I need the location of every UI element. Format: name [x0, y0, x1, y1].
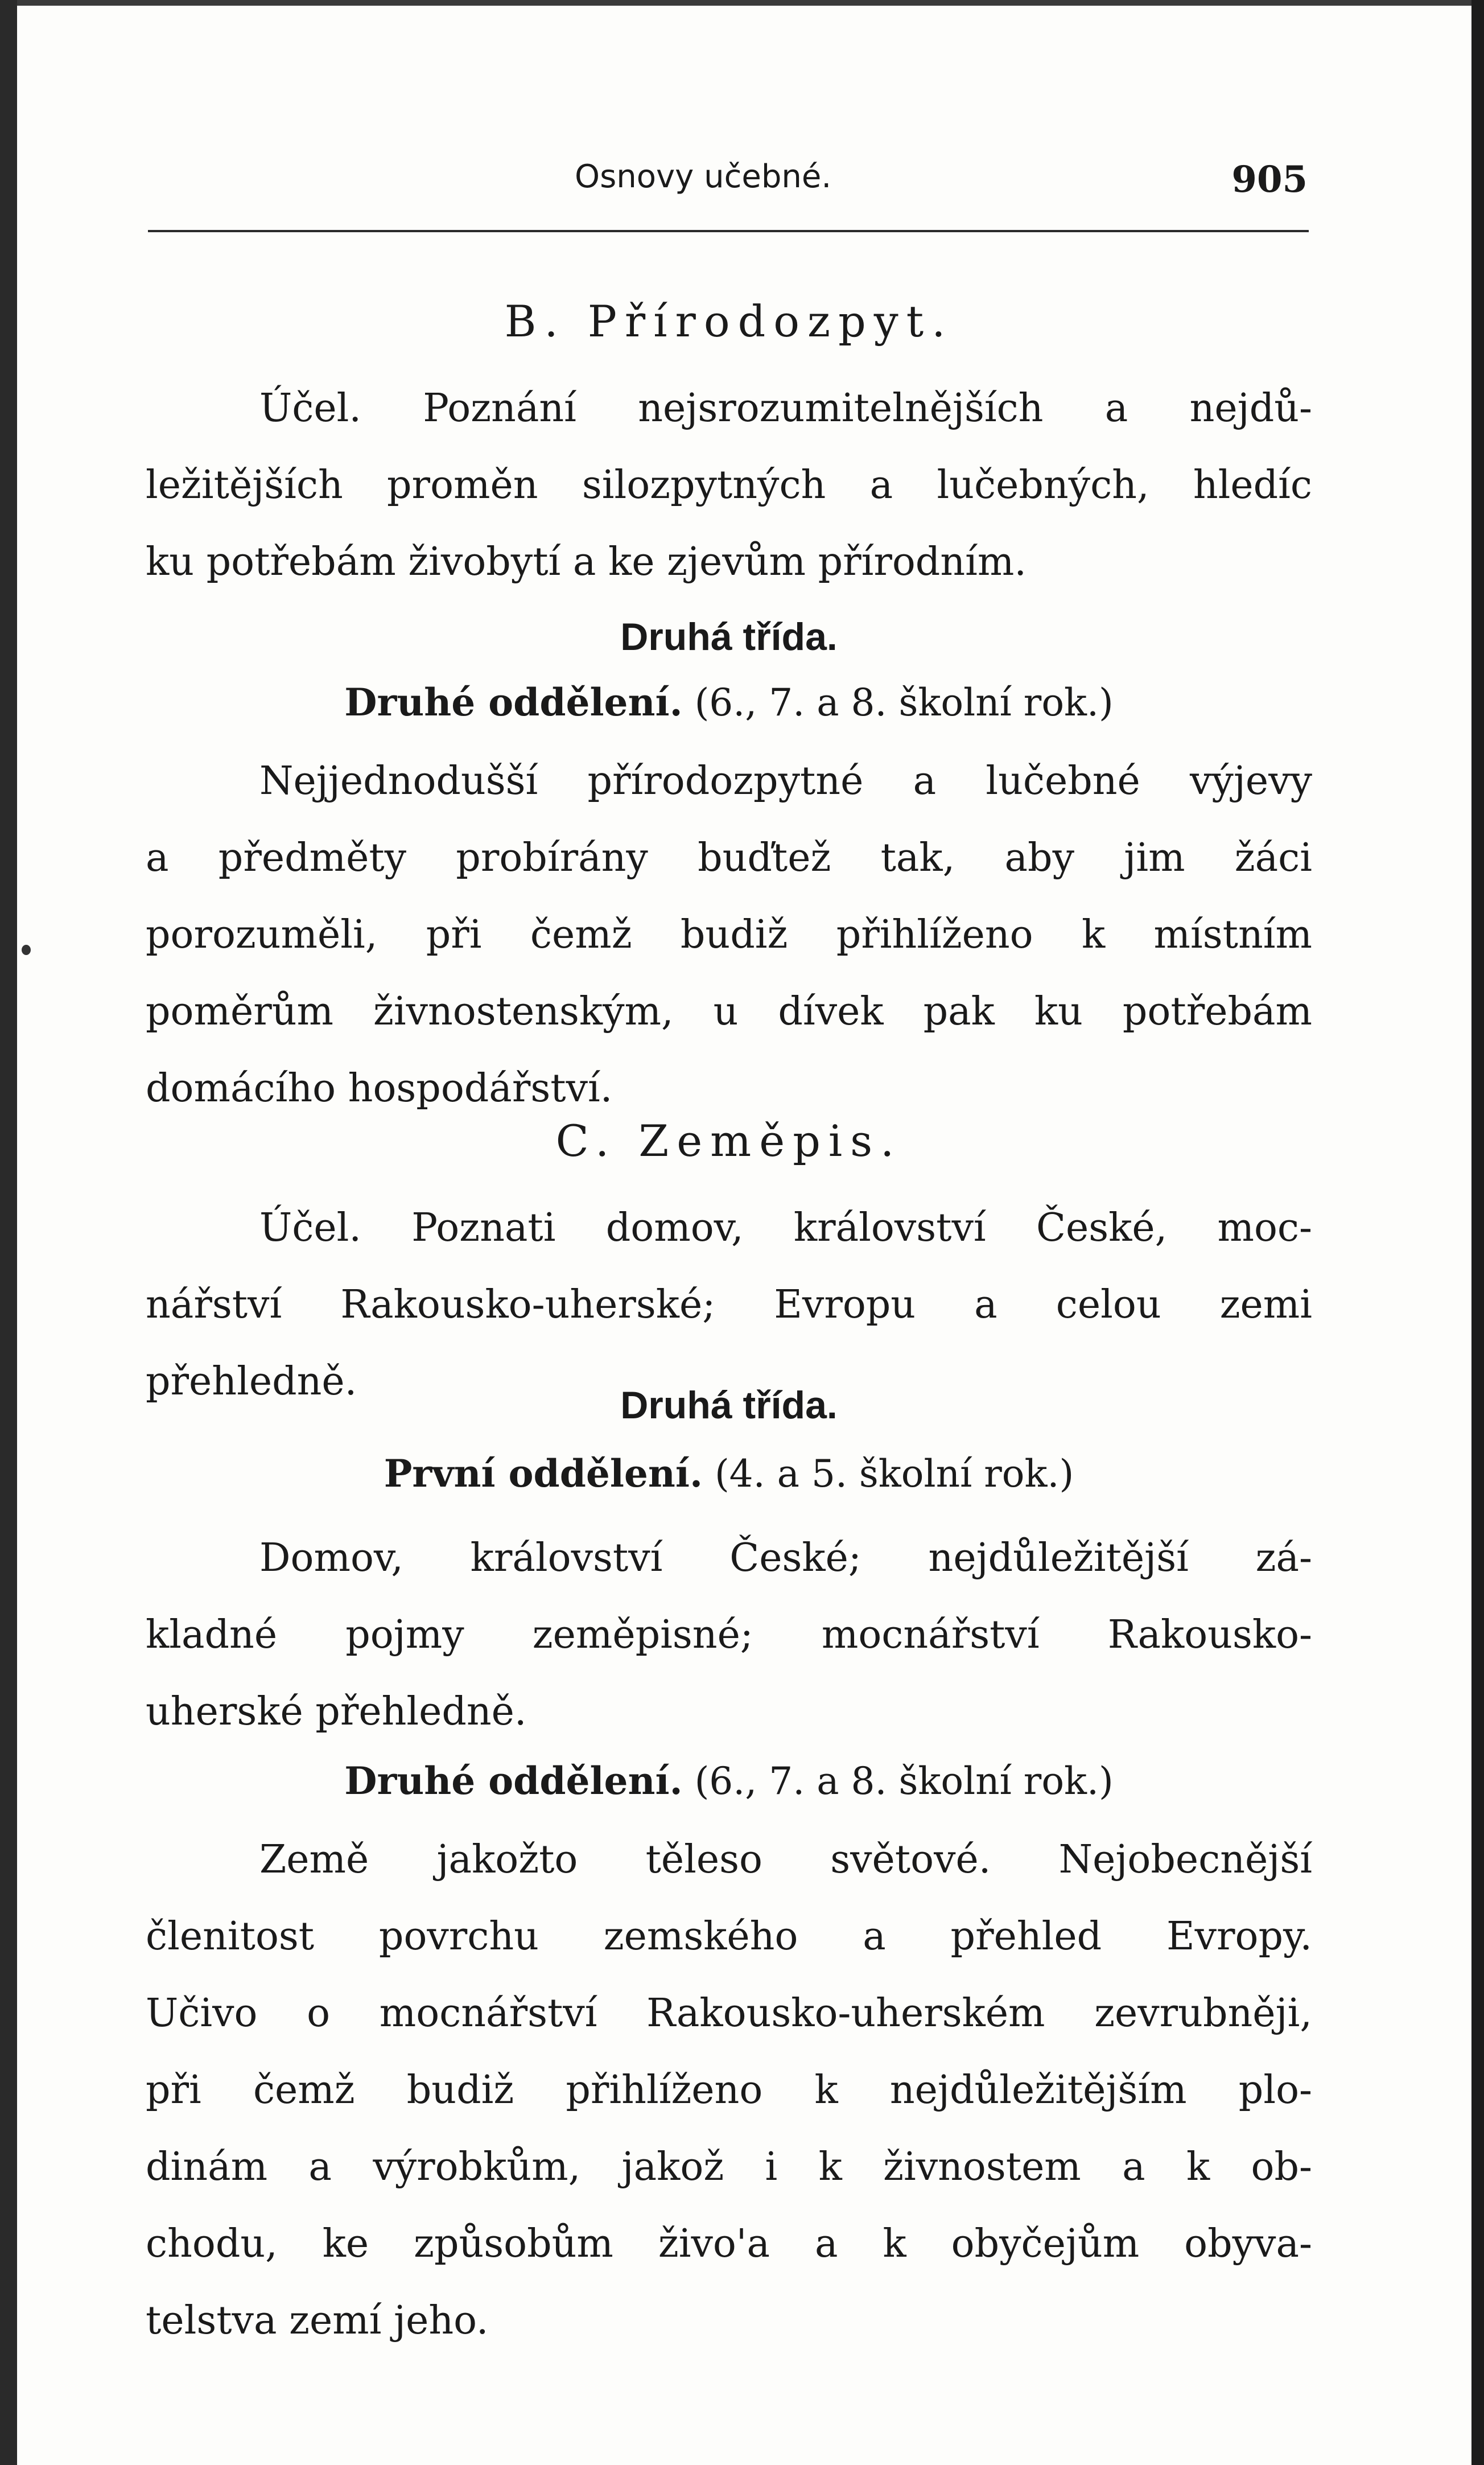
text-line: ležitějších proměn silozpytných a lučebných, hledíc: [146, 463, 1312, 508]
text-line: Země jakožto těleso světové. Nejobecnější: [259, 1837, 1312, 1882]
text-line: Domov, království České; nejdůležitější zá-: [259, 1536, 1312, 1581]
text-line: členitost povrchu zemského a přehled Evropy.: [146, 1914, 1312, 1959]
text-line: nářství Rakousko-uherské; Evropu a celou zemi: [146, 1282, 1312, 1327]
section-b-body: [146, 743, 1312, 1127]
text-line: chodu, ke způsobům živo'a a k obyčejům obyva-: [146, 2221, 1312, 2266]
scan-edge-left: [0, 0, 17, 2465]
section-b-goal: [146, 370, 1312, 600]
dept-label: Druhé oddělení.: [344, 1759, 683, 1803]
dept-label: První oddělení.: [384, 1451, 703, 1496]
dept2-heading-c: [146, 1759, 1312, 1803]
dept1-heading-c: [146, 1451, 1312, 1496]
dept-years: (6., 7. a 8. školní rok.): [694, 681, 1114, 725]
scan-edge-top: [0, 0, 1484, 6]
class-heading-c: Druhá třída.: [620, 1384, 838, 1427]
dept-label: Druhé oddělení.: [344, 680, 683, 725]
text-line: dinám a výrobkům, jakož i k živnostem a k ob-: [146, 2145, 1312, 2190]
text-line: poměrům živnostenským, u dívek pak ku potřebám: [146, 989, 1312, 1034]
text-line: telstva zemí jeho.: [146, 2298, 489, 2343]
dept-years: (4. a 5. školní rok.): [714, 1452, 1074, 1496]
scan-edge-right: [1471, 0, 1484, 2465]
scan-spot: [22, 945, 31, 955]
text-line: ku potřebám živobytí a ke zjevům přírodním.: [146, 540, 1027, 585]
page-number: 905: [1231, 158, 1308, 201]
text-line: při čemž budiž přihlíženo k nejdůležitějším plo-: [146, 2068, 1312, 2113]
dept-years: (6., 7. a 8. školní rok.): [694, 1759, 1114, 1803]
text-line: přehledně.: [146, 1359, 357, 1404]
text-line: domácího hospodářství.: [146, 1066, 613, 1111]
text-line: Účel. Poznání nejsrozumitelnějších a nejdů-: [259, 386, 1312, 431]
running-head: Osnovy učebné.: [575, 158, 832, 195]
text-line: uherské přehledně.: [146, 1689, 527, 1734]
text-line: porozuměli, při čemž budiž přihlíženo k místním: [146, 912, 1312, 957]
text-line: kladné pojmy zeměpisné; mocnářství Rakousko-: [146, 1612, 1312, 1657]
section-title-b: B. Přírodozpyt.: [504, 296, 954, 347]
dept-heading-b: [146, 680, 1312, 725]
text-line: Účel. Poznati domov, království České, moc-: [259, 1205, 1312, 1250]
section-title-c: C. Zeměpis.: [555, 1116, 902, 1166]
text-line: Nejjednodušší přírodozpytné a lučebné výjevy: [259, 759, 1312, 804]
text-line: Učivo o mocnářství Rakousko-uherském zevrubněji,: [146, 1991, 1312, 2036]
header-rule: [148, 230, 1309, 232]
class-heading-b: Druhá třída.: [620, 615, 838, 659]
text-line: a předměty probírány buďtež tak, aby jim žáci: [146, 836, 1312, 880]
section-c-dept2-body: [146, 1821, 1312, 2359]
section-c-dept1-body: [146, 1520, 1312, 1750]
